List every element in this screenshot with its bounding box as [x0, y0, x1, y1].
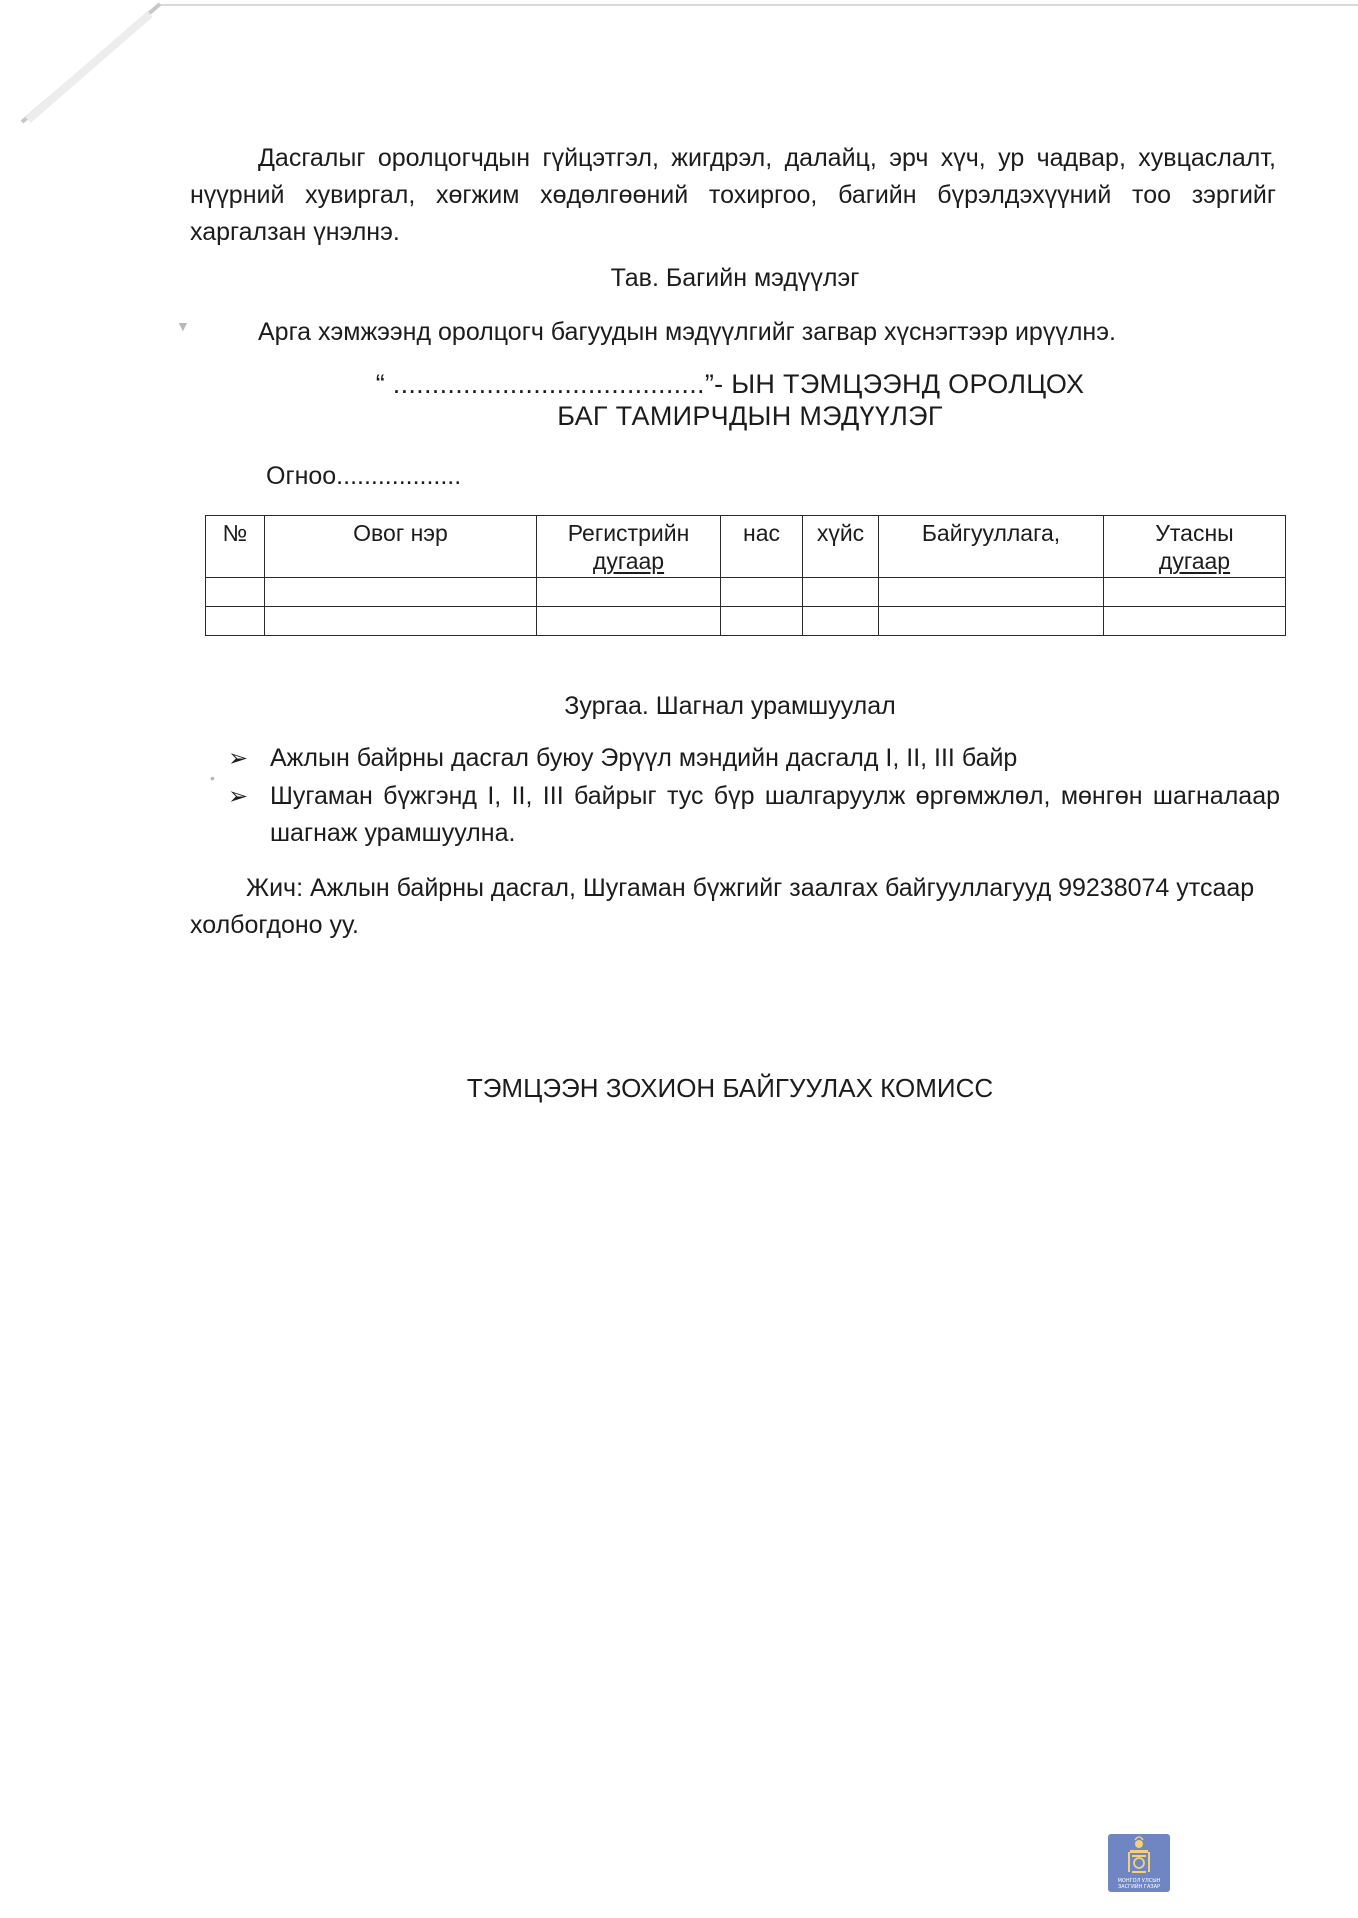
- arrow-bullet-icon: ➢: [228, 745, 249, 772]
- government-seal-logo: [1108, 1834, 1170, 1892]
- header-age: нас: [721, 516, 803, 578]
- list-item: [228, 740, 1288, 780]
- table-row: [206, 578, 1286, 607]
- header-register-line-1: Регистрийн: [567, 520, 690, 546]
- table-cell: [879, 607, 1104, 636]
- table-row: [206, 607, 1286, 636]
- table-cell: [803, 607, 879, 636]
- form-title-line-2: БАГ ТАМИРЧДЫН МЭДҮҮЛЭГ: [557, 401, 943, 431]
- signature-line: ТЭМЦЭЭН ЗОХИОН БАЙГУУЛАХ КОМИСС: [466, 1073, 994, 1103]
- table-cell: [721, 607, 803, 636]
- header-register-number: [537, 516, 721, 578]
- header-organization: Байгууллага,: [879, 516, 1104, 578]
- table-cell: [803, 578, 879, 607]
- header-phone-line-1: Утасны: [1155, 520, 1234, 546]
- soyombo-icon: [1108, 1834, 1170, 1880]
- date-field-label: Огноо..................: [266, 462, 462, 490]
- table-cell: [265, 578, 537, 607]
- table-cell: [1104, 607, 1286, 636]
- header-number: №: [206, 516, 265, 578]
- header-phone: [1104, 516, 1286, 578]
- header-phone-line-2: дугаар: [1158, 548, 1231, 574]
- note-paragraph: Жич: Ажлын байрны дасгал, Шугаман бүжгийг заалгах байгууллагууд 99238074 утсаар холбогдоно уу.: [190, 874, 1255, 939]
- seal-caption-line-2: ЗАСГИЙН ГАЗАР: [1117, 1884, 1161, 1890]
- form-title-line-1: “ ........................................”- ЫН ТЭМЦЭЭНД ОРОЛЦОХ: [375, 369, 1085, 399]
- table-cell: [537, 607, 721, 636]
- table-cell: [879, 578, 1104, 607]
- scan-speck: •: [210, 770, 215, 786]
- table-cell: [265, 607, 537, 636]
- seal-caption-line-1: МОНГОЛ УЛСЫН: [1117, 1878, 1161, 1884]
- table-header-row: [206, 516, 1286, 578]
- section-5-title: Тав. Багийн мэдүүлэг: [610, 264, 860, 292]
- bullet-text: Ажлын байрны дасгал буюу Эрүүл мэндийн дасгалд I, II, III байр: [270, 744, 1018, 772]
- folded-corner-shadow: [0, 0, 170, 140]
- section-6-title: Зургаа. Шагнал урамшуулал: [564, 692, 896, 720]
- section-5-text: Арга хэмжээнд оролцогч багуудын мэдүүлгийг загвар хүснэгтээр ирүүлнэ.: [258, 318, 1116, 346]
- intro-paragraph: Дасгалыг оролцогчдын гүйцэтгэл, жигдрэл, далайц, эрч хүч, ур чадвар, хувцаслалт, нүүрний хувиргал, хөгжим хөдөлгөөний тохиргоо, багийн бүрэлдэхүүний тоо зэргийг харгалзан үнэлнэ.: [190, 144, 1276, 246]
- table-cell: [206, 578, 265, 607]
- list-item: [228, 778, 1288, 858]
- table-cell: [206, 607, 265, 636]
- scan-speck: ▼: [176, 318, 190, 334]
- header-gender: хүйс: [803, 516, 879, 578]
- arrow-bullet-icon: ➢: [228, 783, 249, 810]
- scan-page-edge: [160, 4, 1358, 6]
- header-register-line-2: дугаар: [592, 548, 665, 574]
- table-cell: [721, 578, 803, 607]
- registration-form-table: [205, 515, 1286, 636]
- bullet-text: Шугаман бүжгэнд I, II, III байрыг тус бүр шалгаруулж өргөмжлөл, мөнгөн шагналаар шагнаж урамшуулна.: [270, 782, 1280, 847]
- table-cell: [537, 578, 721, 607]
- header-full-name: Овог нэр: [265, 516, 537, 578]
- table-cell: [1104, 578, 1286, 607]
